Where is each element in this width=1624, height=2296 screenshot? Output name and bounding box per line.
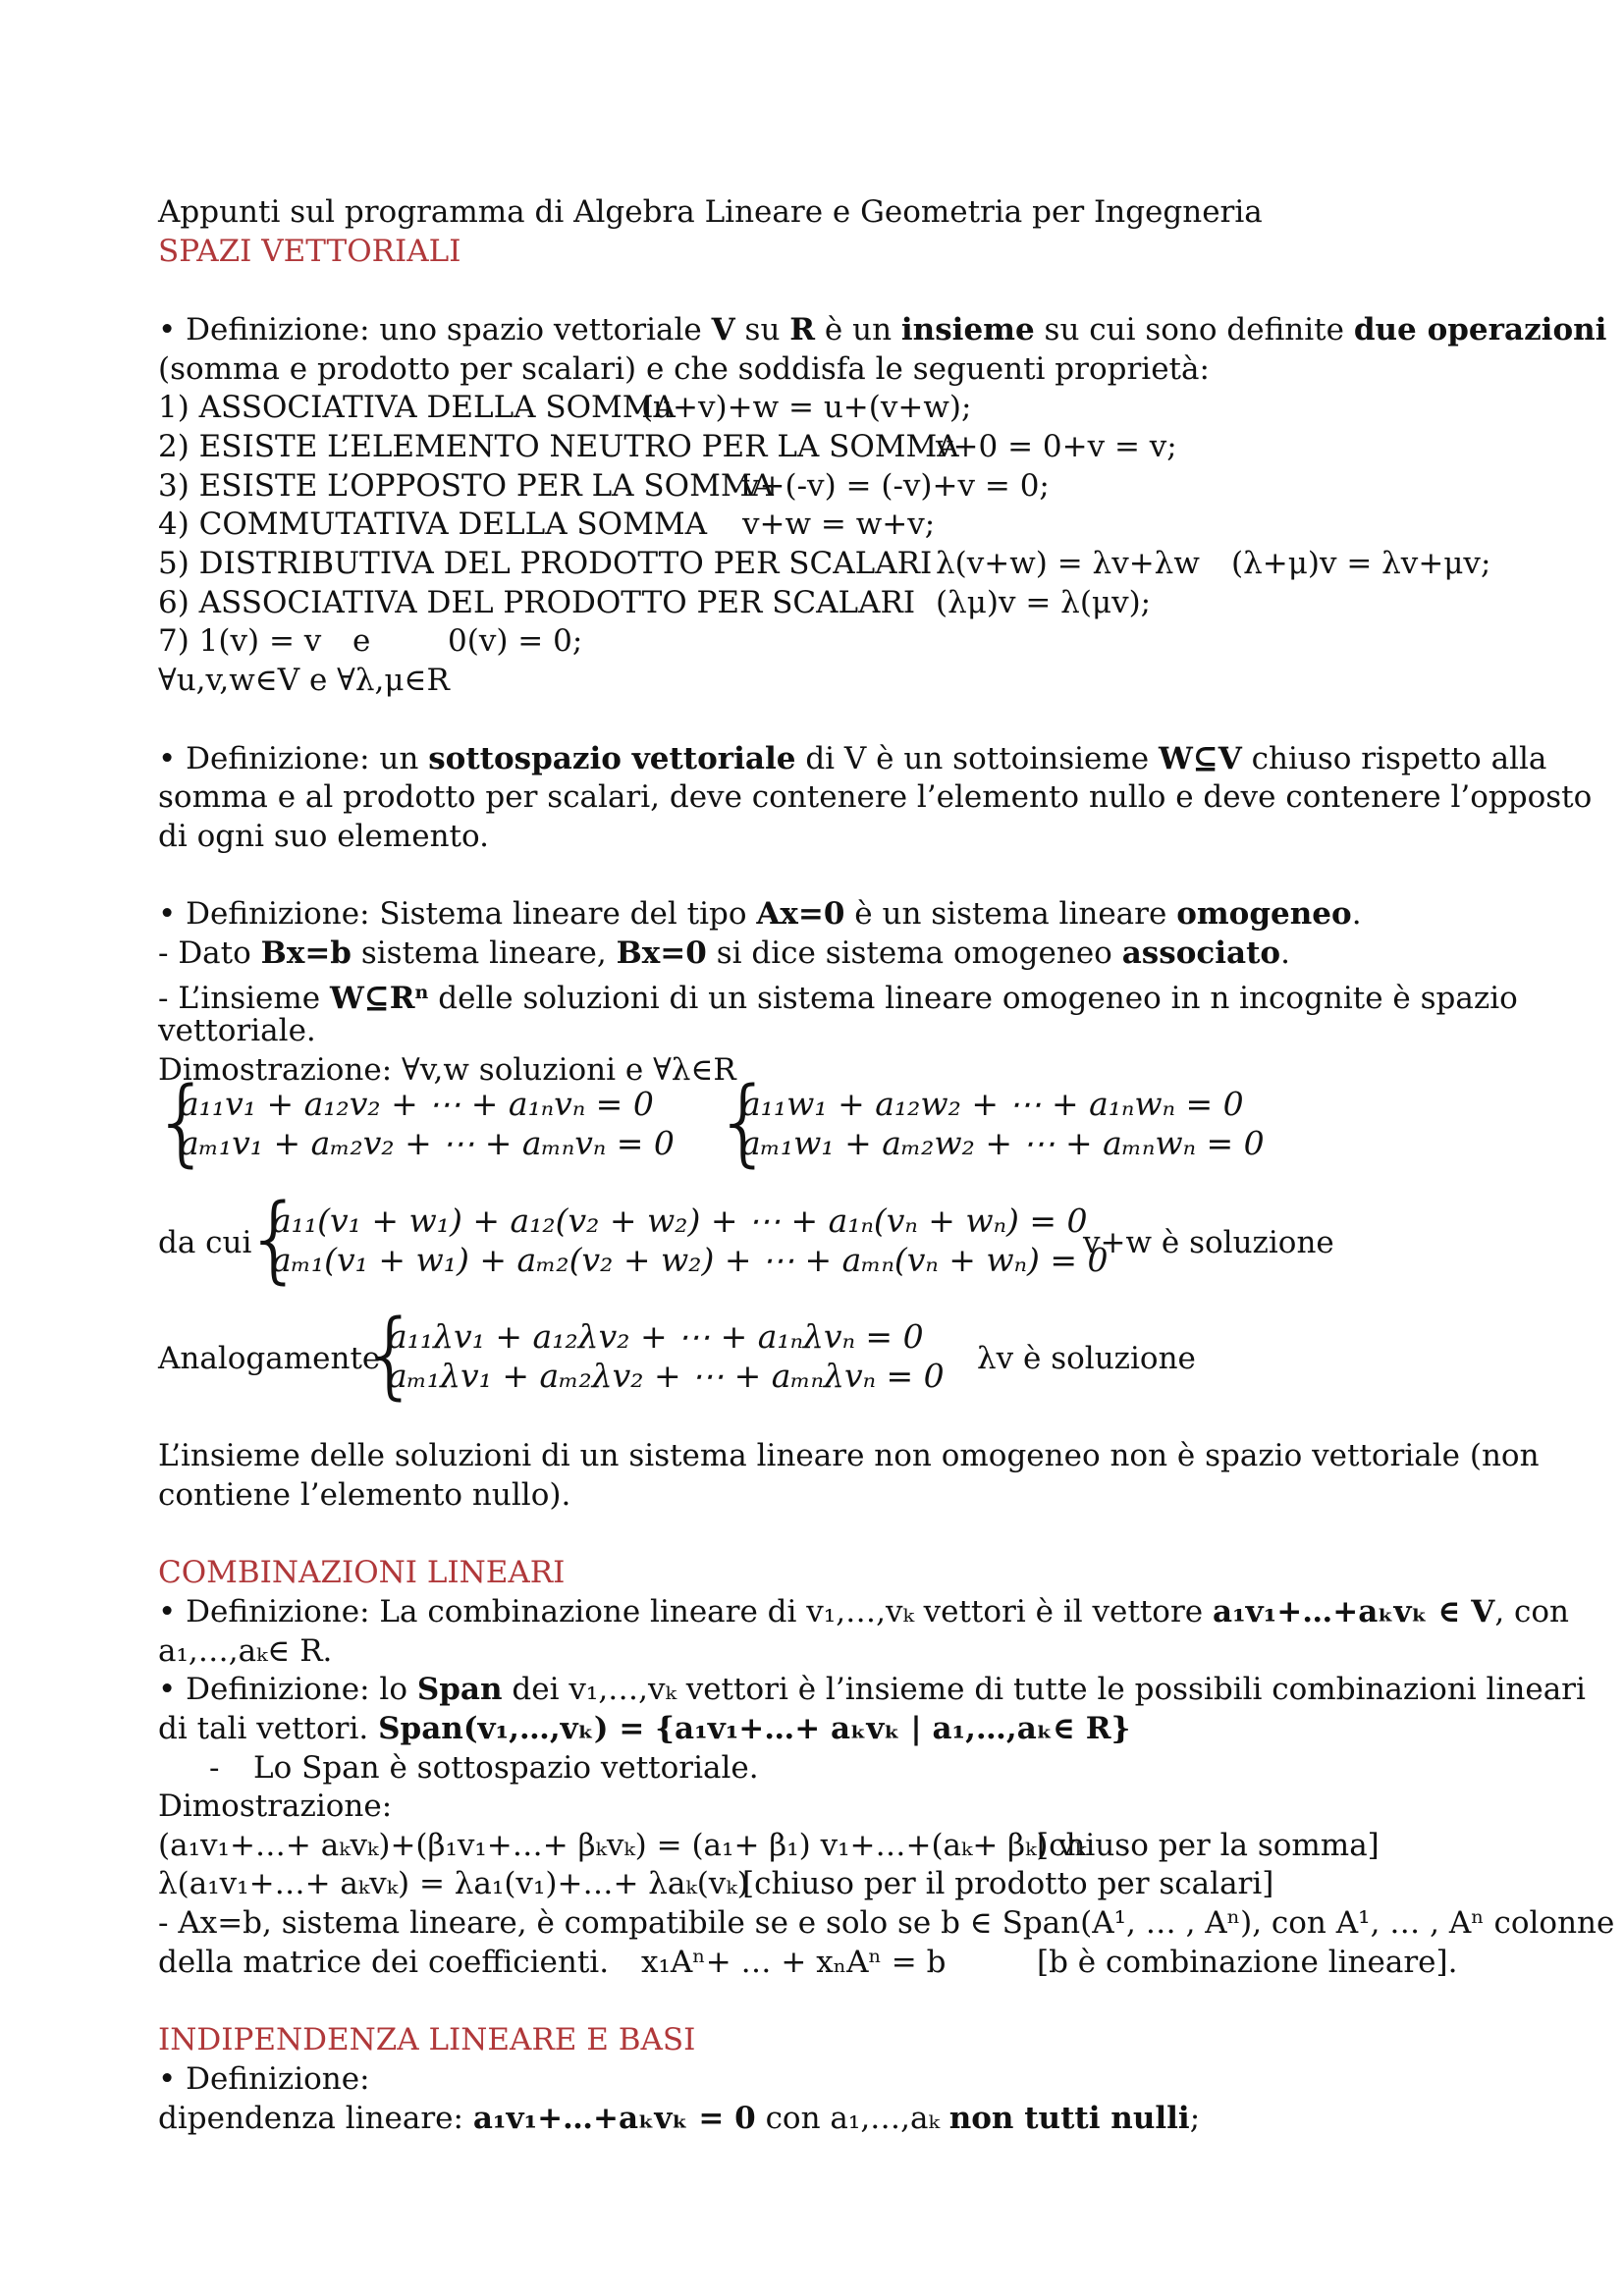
chiuso-somma: (a₁v₁+…+ aₖvₖ)+(β₁v₁+…+ βₖvₖ) = (a₁+ β₁) v₁+…+(aₖ+ βₖ) vₖ [chiuso per la somma]: [158, 1828, 1380, 1863]
brace-symbol: {: [360, 1300, 421, 1410]
definition-combinazione: • Definizione: La combinazione lineare di v₁,…,vₖ vettori è il vettore a₁v₁+…+aₖvₖ ∈ V, con: [158, 1594, 1570, 1629]
section-heading-spazi-vettoriali: SPAZI VETTORIALI: [158, 234, 461, 269]
section-heading-indipendenza: INDIPENDENZA LINEARE E BASI: [158, 2022, 696, 2057]
property-3: 3) ESISTE L’OPPOSTO PER LA SOMMA v+(-v) = (-v)+v = 0;: [158, 468, 1050, 504]
definition-spazio-vettoriale: • Definizione: uno spazio vettoriale V su R è un insieme su cui sono definite due operazioni: [158, 312, 1607, 347]
property-2: 2) ESISTE L’ELEMENTO NEUTRO PER LA SOMMA v+0 = 0+v = v;: [158, 429, 1177, 464]
document-title: Appunti sul programma di Algebra Lineare e Geometria per Ingegneria: [158, 194, 1263, 230]
property-5: 5) DISTRIBUTIVA DEL PRODOTTO PER SCALARI λ(v+w) = λv+λw (λ+μ)v = λv+μv;: [158, 546, 1491, 581]
non-omogeneo-line2: contiene l’elemento nullo).: [158, 1477, 571, 1513]
insieme-soluzioni: - L’insieme $W⊆R^n$ delle soluzioni di un sistema lineare omogeneo in n incognite è spazio: [158, 981, 1518, 1016]
vw-soluzione: v+w è soluzione: [1083, 1225, 1334, 1260]
compatibilita-line1: - Ax=b, sistema lineare, è compatibile se e solo se b ∈ Span(A¹, … , Aⁿ), con A¹, … , Aⁿ colonne: [158, 1905, 1615, 1941]
brace-symbol: {: [152, 1067, 213, 1177]
definition-indipendenza: • Definizione:: [158, 2061, 370, 2097]
definition-combinazione-line2: a₁,…,aₖ∈ R.: [158, 1633, 333, 1669]
dimostrazione-heading-2: Dimostrazione:: [158, 1789, 393, 1824]
equation-system-w: { a₁₁w₁ + a₁₂w₂ + ⋯ + a₁ₙwₙ = 0 aₘ₁w₁ + aₘ₂w₂ + ⋯ + aₘₙwₙ = 0: [714, 1067, 1265, 1177]
definition-omogeneo: • Definizione: Sistema lineare del tipo Ax=0 è un sistema lineare omogeneo.: [158, 896, 1362, 932]
equation-system-sum: { a₁₁(v₁ + w₁) + a₁₂(v₂ + w₂) + ⋯ + a₁ₙ(vₙ + wₙ) = 0 aₘ₁(v₁ + w₁) + aₘ₂(v₂ + w₂) + ⋯ + aₘₙ(vₙ + wₙ) = 0: [244, 1184, 1109, 1294]
non-omogeneo-line1: L’insieme delle soluzioni di un sistema lineare non omogeneo non è spazio vettoriale (non: [158, 1438, 1540, 1473]
da-cui-label: da cui: [158, 1225, 252, 1260]
dato-sistema: - Dato Bx=b sistema lineare, Bx=0 si dice sistema omogeneo associato.: [158, 935, 1290, 971]
analogamente-label: Analogamente: [158, 1341, 381, 1376]
quantifiers: ∀u,v,w∈V e ∀λ,μ∈R: [158, 663, 450, 698]
dimostrazione-heading-1: Dimostrazione: ∀v,w soluzioni e ∀λ∈R: [158, 1052, 736, 1088]
chiuso-prodotto: λ(a₁v₁+…+ aₖvₖ) = λa₁(v₁)+…+ λaₖ(vₖ) [chiuso per il prodotto per scalari]: [158, 1866, 1274, 1901]
definition-sottospazio-line3: di ogni suo elemento.: [158, 819, 489, 854]
brace-symbol: {: [714, 1067, 775, 1177]
compatibilita-line2: della matrice dei coefficienti. x₁Aⁿ+ … + xₙAⁿ = b [b è combinazione lineare].: [158, 1945, 1458, 1980]
property-7: 7) 1(v) = v e 0(v) = 0;: [158, 623, 583, 659]
equation-system-scalar: { a₁₁λv₁ + a₁₂λv₂ + ⋯ + a₁ₙλvₙ = 0 aₘ₁λv₁ + aₘ₂λv₂ + ⋯ + aₘₙλvₙ = 0: [360, 1300, 945, 1410]
definition-sottospazio: • Definizione: un sottospazio vettoriale di V è un sottoinsieme W⊆V chiuso rispetto alla: [158, 741, 1547, 776]
definition-sottospazio-line2: somma e al prodotto per scalari, deve contenere l’elemento nullo e deve contenere l’opposto: [158, 779, 1593, 815]
insieme-soluzioni-line2: vettoriale.: [158, 1013, 316, 1048]
document-page: Appunti sul programma di Algebra Lineare e Geometria per Ingegneria SPAZI VETTORIALI • Definizione: uno spazio vettoriale V su R è un insieme su cui sono definite due operazioni (somma e prodotto per scalari) e che soddisfa le seguenti proprietà: 1) ASSOCIATIVA DELLA SOMMA (u+v)+w = u+(v+w); 2) ESISTE L’ELEMENTO NEUTRO PER LA SOMMA v+0 = 0+v = v; 3) ESISTE L’OPPOSTO PER LA SOMMA v+(-v) = (-v)+v = 0; 4) COMMUTATIVA DELLA SOMMA v+w = w+v; 5) DISTRIBUTIVA DEL PRODOTTO PER SCALARI λ(v+w) = λv+λw (λ+μ)v = λv+μv; 6) ASSOCIATIVA DEL PRODOTTO PER SCALARI (λμ)v = λ(μv); 7) 1(v) = v e 0(v) = 0; ∀u,v,w∈V e ∀λ,μ∈R • Definizione: un sottospazio vettoriale di V è un sottoinsieme W⊆V chiuso rispetto alla somma e al prodotto per scalari, deve contenere l’elemento nullo e deve contenere l’opposto di ogni suo elemento. • Definizione: Sistema lineare del tipo Ax=0 è un sistema lineare omogeneo. - Dato Bx=b sistema lineare, Bx=0 si dice sistema omogeneo associato. - L’insieme $W⊆R^n$ delle soluzioni di un sistema lineare omogeneo in n incognite è spazio vettoriale. Dimostrazione: ∀v,w soluzioni e ∀λ∈R { a₁₁v₁ + a₁₂v₂ + ⋯ + a₁ₙvₙ = 0 aₘ₁v₁ + aₘ₂v₂ + ⋯ + aₘₙvₙ = 0 { a₁₁w₁ + a₁₂w₂ + ⋯ + a₁ₙwₙ = 0 aₘ₁w₁ + aₘ₂w₂ + ⋯ + aₘₙwₙ = 0 da cui { a₁₁(v₁ + w₁) + a₁₂(v₂ + w₂) + ⋯ + a₁ₙ(vₙ + wₙ) = 0 aₘ₁(v₁ + w₁) + aₘ₂(v₂ + w₂) + ⋯ + aₘₙ(vₙ + wₙ) = 0 v+w è soluzione Analogamente { a₁₁λv₁ + a₁₂λv₂ + ⋯ + a₁ₙλvₙ = 0 aₘ₁λv₁ + aₘ₂λv₂ + ⋯ + aₘₙλvₙ = 0 λv è soluzione L’insieme delle soluzioni di un sistema lineare non omogeneo non è spazio vettoriale (non contiene l’elemento nullo). COMBINAZIONI LINEARI • Definizione: La combinazione lineare di v₁,…,vₖ vettori è il vettore a₁v₁+…+aₖvₖ ∈ V, con a₁,…,aₖ∈ R. • Definizione: lo Span dei v₁,…,vₖ vettori è l’insieme di tutte le possibili combinazioni lineari di tali vettori. Span(v₁,…,vₖ) = {a₁v₁+…+ aₖvₖ | a₁,…,aₖ∈ R} - Lo Span è sottospazio vettoriale. Dimostrazione: (a₁v₁+…+ aₖvₖ)+(β₁v₁+…+ βₖvₖ) = (a₁+ β₁) v₁+…+(aₖ+ βₖ) vₖ [chiuso per la somma] λ(a₁v₁+…+ aₖvₖ) = λa₁(v₁)+…+ λaₖ(vₖ) [chiuso per il prodotto per scalari] - Ax=b, sistema lineare, è compatibile se e solo se b ∈ Span(A¹, … , Aⁿ), con A¹, … , Aⁿ colonne della matrice dei coefficienti. x₁Aⁿ+ … + xₙAⁿ = b [b è combinazione lineare]. INDIPENDENZA LINEARE E BASI • Definizione: dipendenza lineare: a₁v₁+…+aₖvₖ = 0 con a₁,…,aₖ non tutti nulli;: [152, 194, 1615, 2136]
equation-system-v: { a₁₁v₁ + a₁₂v₂ + ⋯ + a₁ₙvₙ = 0 aₘ₁v₁ + aₘ₂v₂ + ⋯ + aₘₙvₙ = 0: [152, 1067, 675, 1177]
property-1: 1) ASSOCIATIVA DELLA SOMMA (u+v)+w = u+(v+w);: [158, 390, 972, 425]
lambda-v-soluzione: λv è soluzione: [977, 1341, 1196, 1376]
definition-span: • Definizione: lo Span dei v₁,…,vₖ vettori è l’insieme di tutte le possibili combinazioni lineari: [158, 1672, 1586, 1707]
definition-span-line2: di tali vettori. Span(v₁,…,vₖ) = {a₁v₁+…+ aₖvₖ | a₁,…,aₖ∈ R}: [158, 1711, 1131, 1746]
brace-symbol: {: [244, 1184, 305, 1294]
property-4: 4) COMMUTATIVA DELLA SOMMA v+w = w+v;: [158, 507, 936, 542]
definition-spazio-vettoriale-line2: (somma e prodotto per scalari) e che soddisfa le seguenti proprietà:: [158, 351, 1210, 387]
property-6: 6) ASSOCIATIVA DEL PRODOTTO PER SCALARI (λμ)v = λ(μv);: [158, 585, 1152, 620]
dipendenza-lineare: dipendenza lineare: a₁v₁+…+aₖvₖ = 0 con a₁,…,aₖ non tutti nulli;: [158, 2101, 1201, 2136]
section-heading-combinazioni-lineari: COMBINAZIONI LINEARI: [158, 1555, 566, 1590]
